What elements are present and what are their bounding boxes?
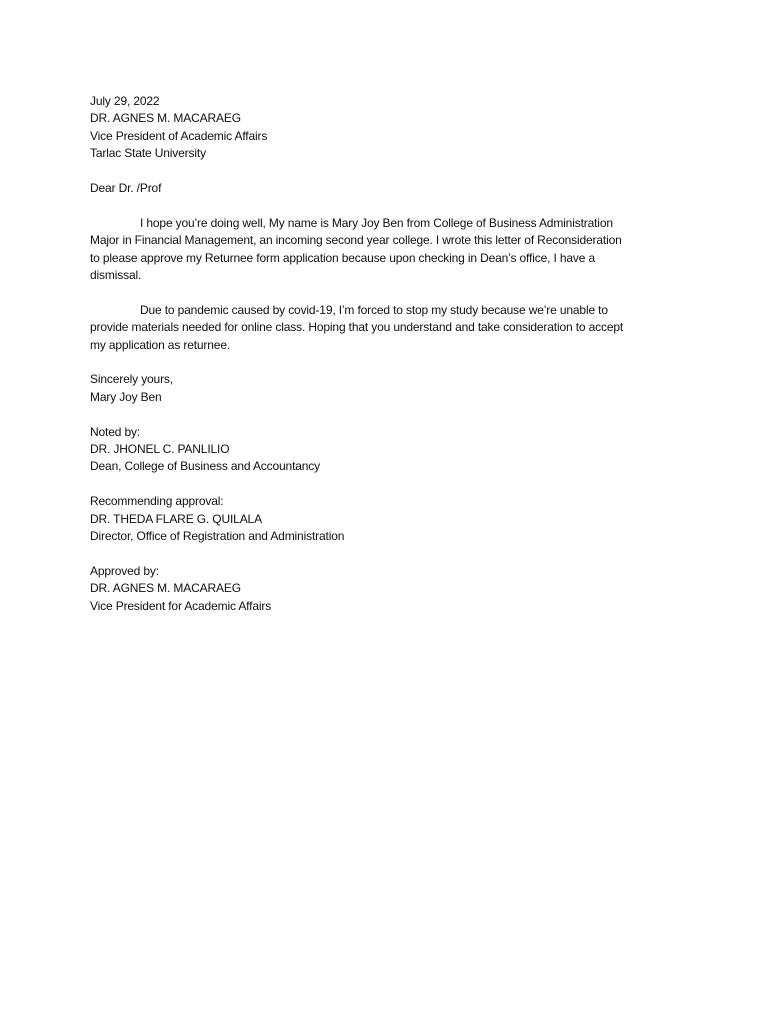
paragraph-line: Due to pandemic caused by covid-19, I’m forced to stop my study because we’re unable to: [140, 302, 608, 317]
body-paragraph-2: [90, 302, 680, 354]
spacer: [90, 476, 680, 493]
paragraph-line: provide materials needed for online class. Hoping that you understand and take consideration to accept: [90, 320, 624, 335]
signatory-label: Noted by:: [90, 424, 141, 439]
signatory-position: Dean, College of Business and Accountancy: [90, 459, 321, 474]
paragraph-line: my application as returnee.: [90, 337, 231, 352]
letter-body: [90, 93, 680, 615]
signatory-name: DR. AGNES M. MACARAEG: [90, 581, 241, 596]
sender-name: Mary Joy Ben: [90, 389, 162, 404]
paragraph-line: I hope you’re doing well, My name is Mary Joy Ben from College of Business Administration: [140, 215, 613, 230]
signatory-label: Recommending approval:: [90, 494, 224, 509]
signatory-name: DR. JHONEL C. PANLILIO: [90, 442, 230, 457]
signatory-position: Vice President for Academic Affairs: [90, 598, 272, 613]
recipient-institution: Tarlac State University: [90, 146, 206, 161]
signatory-position: Director, Office of Registration and Administration: [90, 529, 345, 544]
closing-block: [90, 371, 680, 406]
paragraph-line: dismissal.: [90, 268, 142, 283]
signatory-name: DR. THEDA FLARE G. QUILALA: [90, 511, 262, 526]
letter-date: July 29, 2022: [90, 94, 160, 108]
recipient-title: Vice President of Academic Affairs: [90, 128, 268, 143]
recipient-name: DR. AGNES M. MACARAEG: [90, 111, 241, 126]
spacer: [90, 406, 680, 423]
paragraph-line: Major in Financial Management, an incoming second year college. I wrote this letter of Reconsideration: [90, 233, 622, 248]
signatory-recommending: [90, 493, 680, 545]
salutation: Dear Dr. /Prof: [90, 181, 162, 196]
spacer: [90, 545, 680, 562]
signatory-label: Approved by:: [90, 563, 159, 578]
body-paragraph-1: [90, 215, 680, 285]
spacer: [90, 284, 680, 301]
signatory-approved: [90, 563, 680, 615]
letter-header: [90, 93, 680, 163]
signatory-noted: [90, 424, 680, 476]
spacer: [90, 354, 680, 371]
paragraph-line: to please approve my Returnee form application because upon checking in Dean’s office, I have a: [90, 250, 595, 265]
spacer: [90, 197, 680, 214]
closing: Sincerely yours,: [90, 372, 173, 387]
spacer: [90, 163, 680, 180]
